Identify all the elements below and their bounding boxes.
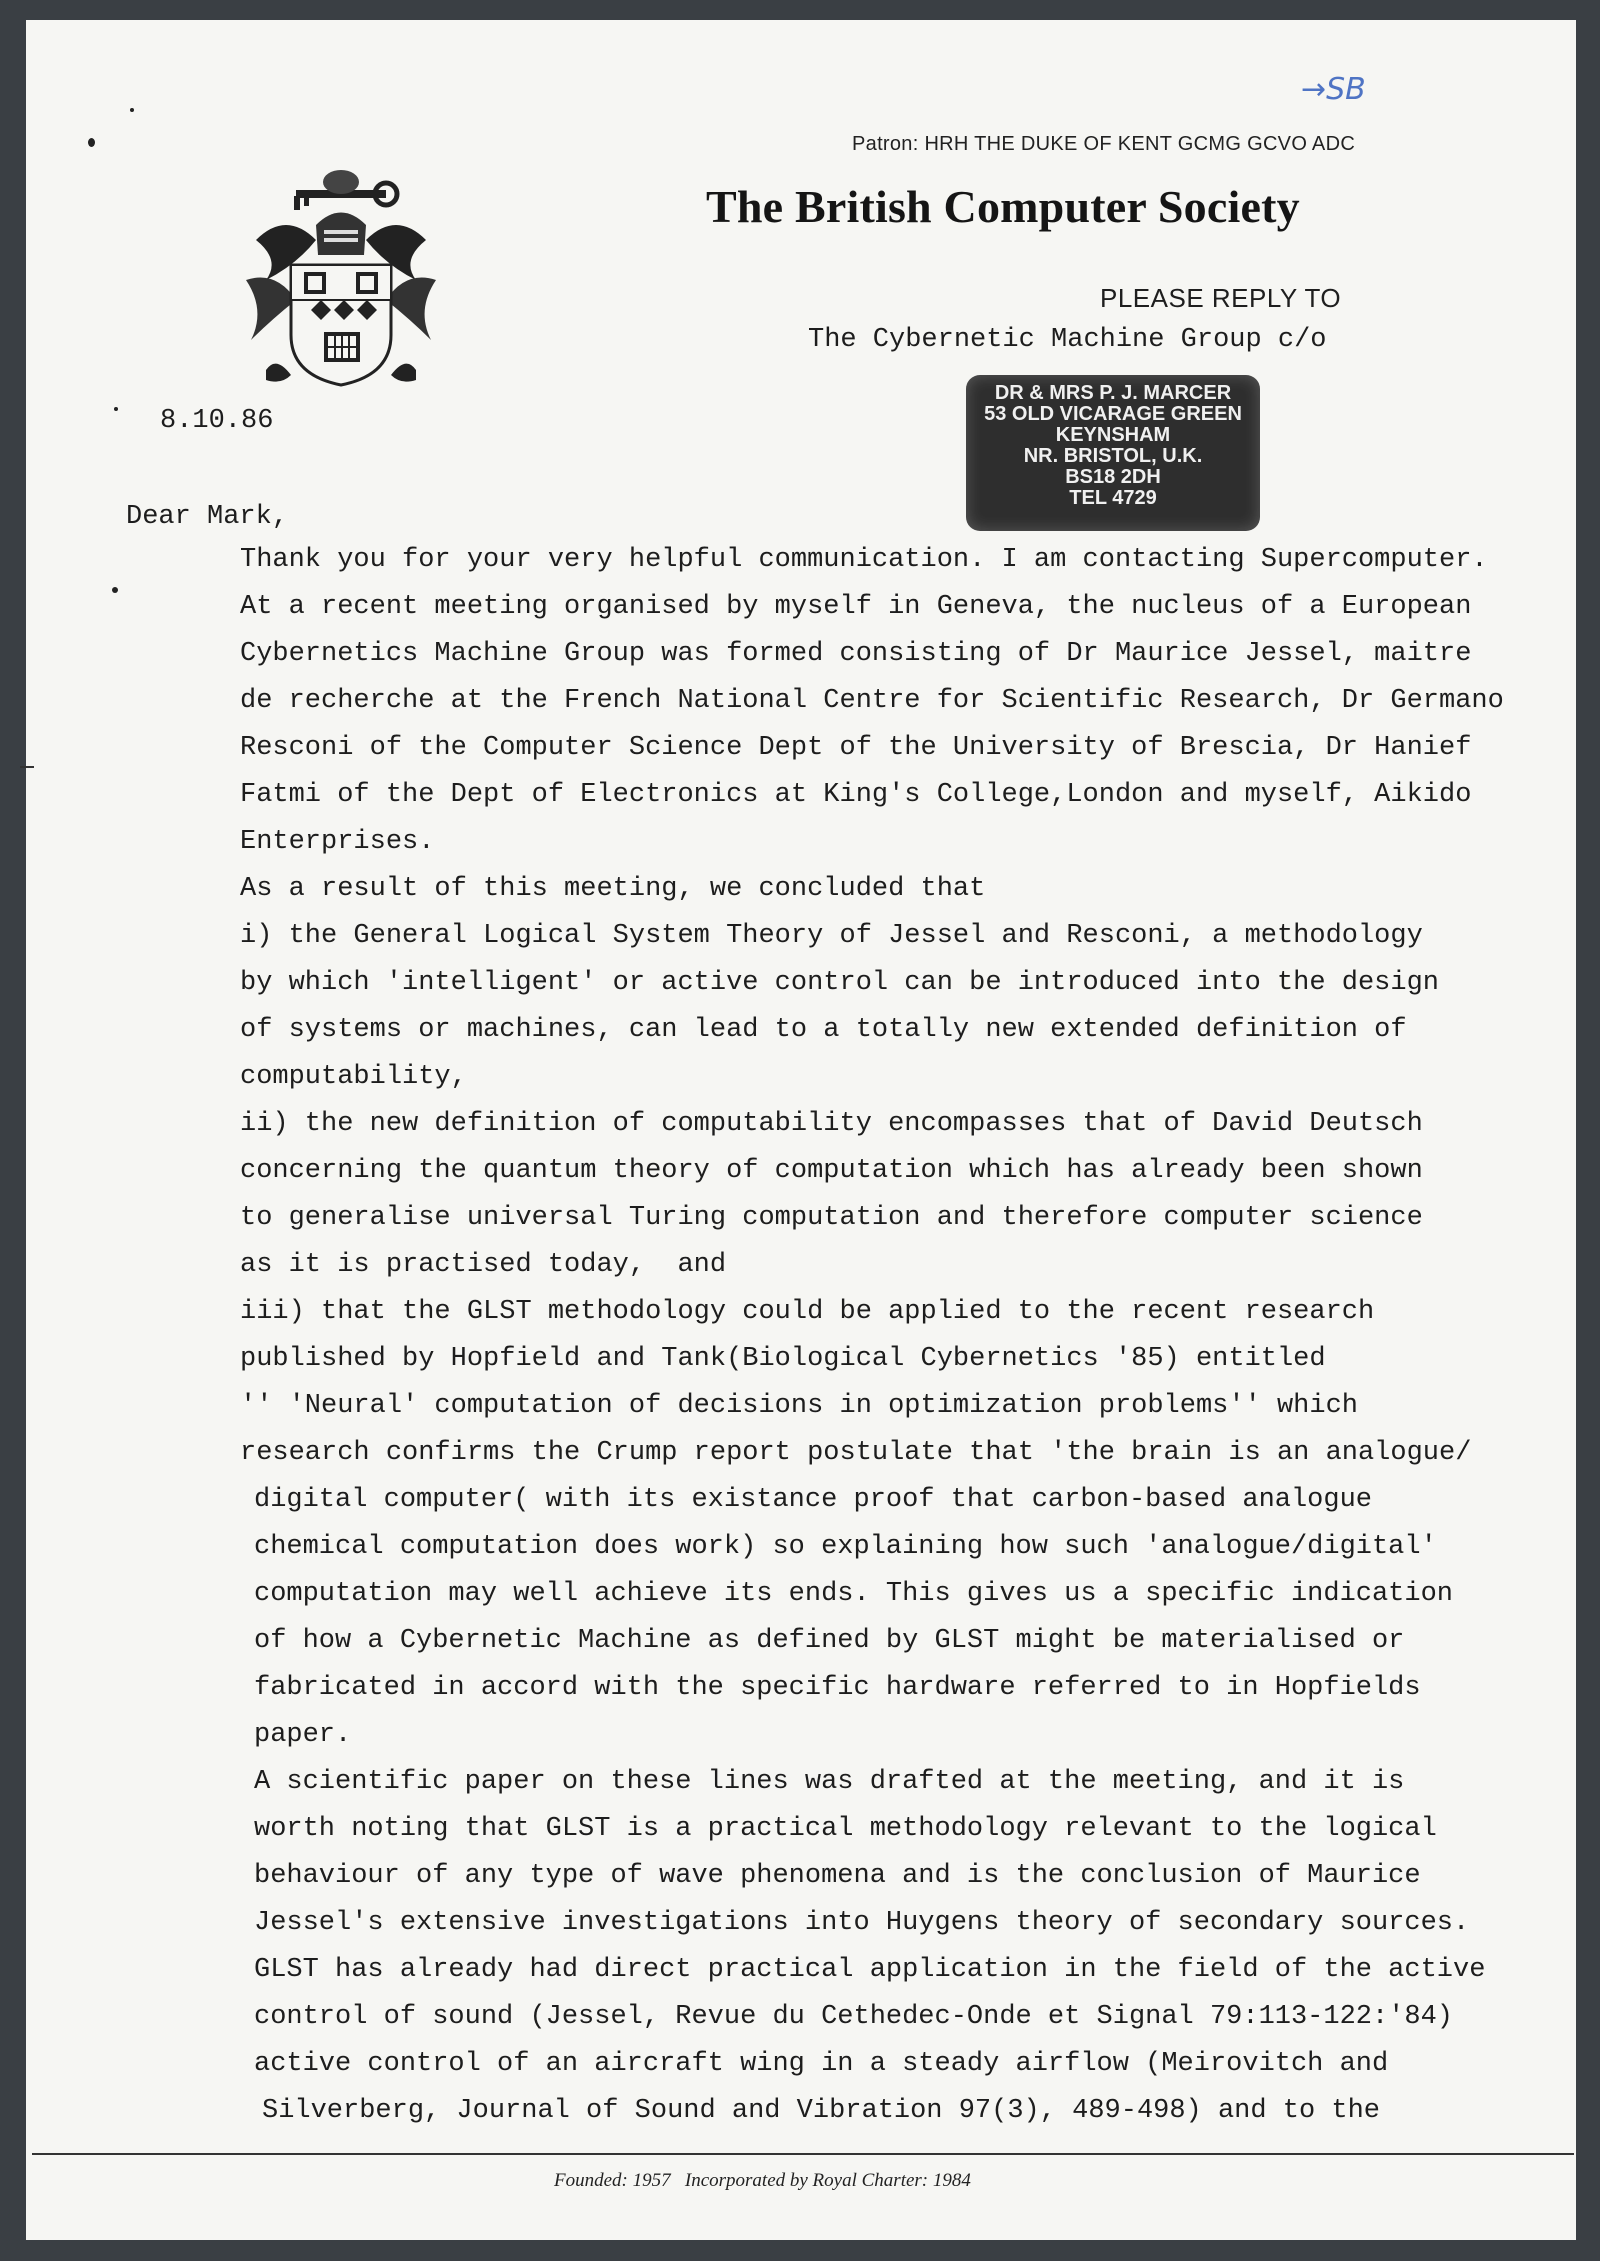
stamp-line: BS18 2DH xyxy=(1065,466,1161,488)
body-line: Enterprises. xyxy=(240,827,435,857)
address-stamp xyxy=(966,375,1260,531)
body-line: Jessel's extensive investigations into Huygens theory of secondary sources. xyxy=(254,1908,1470,1938)
body-line: Silverberg, Journal of Sound and Vibration 97(3), 489-498) and to the xyxy=(262,2096,1380,2126)
stamp-line: TEL 4729 xyxy=(1069,487,1157,509)
ink-mark xyxy=(88,138,95,147)
body-line: de recherche at the French National Centre for Scientific Research, Dr Germano xyxy=(240,686,1504,716)
society-name: The British Computer Society xyxy=(706,181,1300,232)
body-line: of systems or machines, can lead to a totally new extended definition of xyxy=(240,1015,1407,1045)
body-line: concerning the quantum theory of computation which has already been shown xyxy=(240,1156,1423,1186)
body-line: iii) that the GLST methodology could be applied to the recent research xyxy=(240,1297,1375,1327)
body-line: Resconi of the Computer Science Dept of the University of Brescia, Dr Hanief xyxy=(240,733,1472,763)
body-line: paper. xyxy=(254,1720,352,1750)
body-line: i) the General Logical System Theory of Jessel and Resconi, a methodology xyxy=(240,921,1423,951)
body-line: behaviour of any type of wave phenomena and is the conclusion of Maurice xyxy=(254,1861,1421,1891)
stamp-line: NR. BRISTOL, U.K. xyxy=(1023,445,1203,467)
body-line: computability, xyxy=(240,1062,467,1092)
patron-line: Patron: HRH THE DUKE OF KENT GCMG GCVO ADC xyxy=(852,133,1356,155)
ink-mark xyxy=(112,587,118,593)
body-line: of how a Cybernetic Machine as defined by GLST might be materialised or xyxy=(254,1626,1405,1656)
body-line: digital computer( with its existance proof that carbon-based analogue xyxy=(254,1485,1372,1515)
body-line: worth noting that GLST is a practical methodology relevant to the logical xyxy=(254,1814,1437,1844)
body-line: GLST has already had direct practical application in the field of the active xyxy=(254,1955,1486,1985)
please-reply-label: PLEASE REPLY TO xyxy=(1100,283,1342,313)
body-line: control of sound (Jessel, Revue du Cethedec-Onde et Signal 79:113-122:'84) xyxy=(254,2002,1453,2032)
footer-divider xyxy=(32,2153,1574,2155)
body-line: Fatmi of the Dept of Electronics at King's College,London and myself, Aikido xyxy=(240,780,1472,810)
body-line: Thank you for your very helpful communication. I am contacting Supercomputer. xyxy=(240,545,1488,575)
body-line: research confirms the Crump report postulate that 'the brain is an analogue/ xyxy=(240,1438,1472,1468)
letter-page xyxy=(26,20,1576,2240)
body-line: active control of an aircraft wing in a steady airflow (Meirovitch and xyxy=(254,2049,1389,2079)
body-line: computation may well achieve its ends. This gives us a specific indication xyxy=(254,1579,1453,1609)
ink-mark xyxy=(130,108,134,112)
coat-of-arms-crest xyxy=(236,170,446,390)
stamp-line: DR & MRS P. J. MARCER xyxy=(994,382,1232,404)
body-line: chemical computation does work) so explaining how such 'analogue/digital' xyxy=(254,1532,1437,1562)
reply-group: The Cybernetic Machine Group c/o xyxy=(808,325,1327,355)
body-line: A scientific paper on these lines was drafted at the meeting, and it is xyxy=(254,1767,1405,1797)
body-line: '' 'Neural' computation of decisions in optimization problems'' which xyxy=(240,1391,1358,1421)
body-line: As a result of this meeting, we concluded that xyxy=(240,874,986,904)
body-line: ii) the new definition of computability encompasses that of David Deutsch xyxy=(240,1109,1423,1139)
salutation: Dear Mark, xyxy=(126,502,289,532)
ink-mark xyxy=(114,407,118,411)
body-line: by which 'intelligent' or active control can be introduced into the design xyxy=(240,968,1439,998)
margin-mark xyxy=(20,766,34,768)
body-line: to generalise universal Turing computation and therefore computer science xyxy=(240,1203,1423,1233)
footer-text: Founded: 1957 Incorporated by Royal Charter: 1984 xyxy=(554,2170,971,2191)
body-line: Cybernetics Machine Group was formed consisting of Dr Maurice Jessel, maitre xyxy=(240,639,1472,669)
body-line: published by Hopfield and Tank(Biological Cybernetics '85) entitled xyxy=(240,1344,1326,1374)
body-line: fabricated in accord with the specific hardware referred to in Hopfields xyxy=(254,1673,1421,1703)
body-line: as it is practised today, and xyxy=(240,1250,727,1280)
letter-date: 8.10.86 xyxy=(160,406,274,436)
stamp-line: KEYNSHAM xyxy=(1055,424,1171,446)
stamp-line: 53 OLD VICARAGE GREEN xyxy=(984,403,1242,425)
routing-annotation: →SB xyxy=(1301,72,1366,107)
body-line: At a recent meeting organised by myself in Geneva, the nucleus of a European xyxy=(240,592,1472,622)
